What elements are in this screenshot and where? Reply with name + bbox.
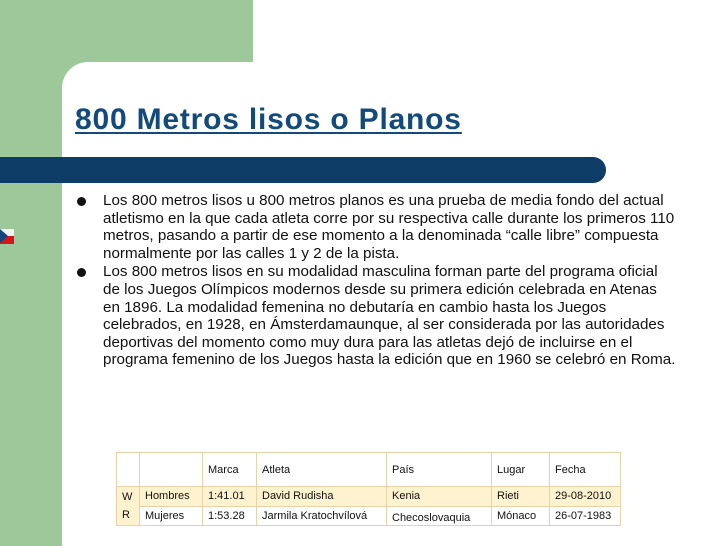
bullet-icon [77, 268, 86, 277]
header-cell [117, 453, 140, 487]
bullet-icon [77, 197, 86, 206]
records-table [116, 452, 621, 526]
lugar-cell: Rieti [492, 487, 550, 507]
pais-cell: Kenia [387, 487, 492, 507]
bullet-item [76, 263, 676, 369]
atleta-cell: Jarmila Kratochvílová [257, 506, 387, 526]
marca-cell: 1:53.28 [203, 506, 257, 526]
table-row [117, 506, 621, 526]
bullet-text: Los 800 metros lisos u 800 metros planos es una prueba de media fondo del actual atletismo en la que cada atleta corre por su respectiva calle durante los primeros 110 metros, pasando a partir de ese momento a la denominada “calle libre” compuesta normalmente por las calles 1 y 2 de la pista. [103, 192, 675, 262]
table-header-row [117, 453, 621, 487]
slide-title: 800 Metros lisos o Planos [75, 103, 462, 136]
fecha-cell: 26-07-1983 [550, 506, 621, 526]
header-cell-atleta: Atleta [257, 453, 387, 487]
lugar-cell: Mónaco [492, 506, 550, 526]
table-row [117, 487, 621, 507]
header-cell [140, 453, 203, 487]
bullet-item [76, 192, 676, 262]
czech-flag-icon [0, 229, 14, 244]
header-cell-lugar: Lugar [492, 453, 550, 487]
marca-cell: 1:41.01 [203, 487, 257, 507]
category-cell: Hombres [140, 487, 203, 507]
title-underline-bar [0, 157, 606, 183]
pais-cell: Checoslovaquia [387, 506, 492, 526]
header-cell-marca: Marca [203, 453, 257, 487]
category-cell: Mujeres [140, 506, 203, 526]
bullet-text: Los 800 metros lisos en su modalidad masculina forman parte del programa oficial de los Juegos Olímpicos modernos desde su primera edición celebrada en Atenas en 1896. La modalidad femenina no debutaría en cambio hasta los Juegos celebrados, en 1928, en Ámsterdamaunque, al ser considerada por las autoridades deportivas del momento como muy dura para las atletas dejó de incluirse en el programa femenino de los Juegos hasta la edición que en 1960 se celebró en Roma. [103, 263, 676, 369]
header-cell-pais: País [387, 453, 492, 487]
header-cell-fecha: Fecha [550, 453, 621, 487]
world-record-label: WR [117, 487, 140, 526]
atleta-cell: David Rudisha [257, 487, 387, 507]
bullet-list [76, 192, 676, 370]
fecha-cell: 29-08-2010 [550, 487, 621, 507]
